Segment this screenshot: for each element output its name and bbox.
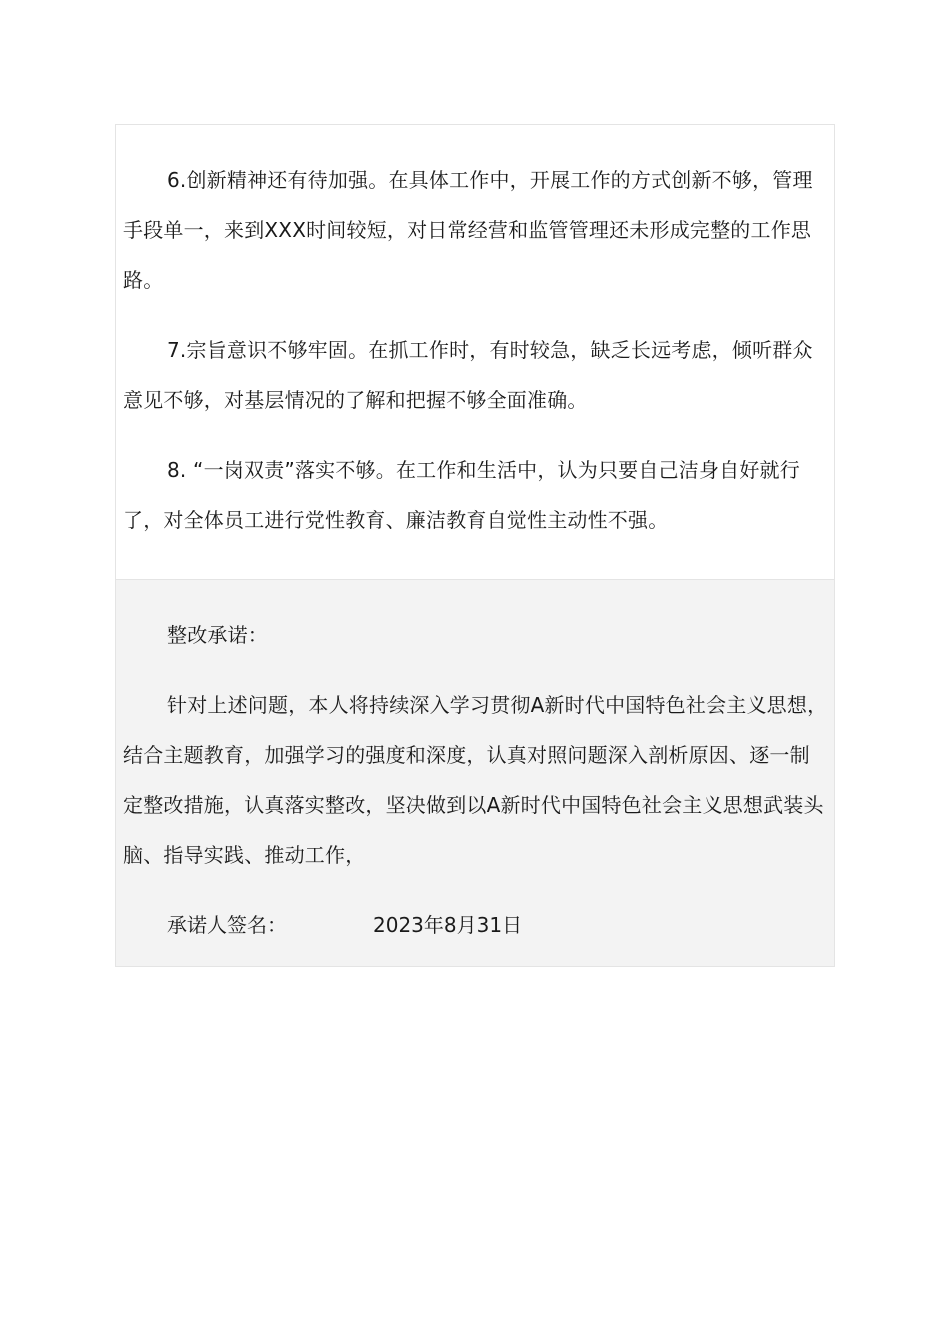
signature-line bbox=[123, 900, 828, 950]
issue-item-7: 7.宗旨意识不够牢固。在抓工作时，有时较急，缺乏长远考虑，倾听群众意见不够，对基层情况的了解和把握不够全面准确。 bbox=[123, 338, 813, 412]
issue-item-8: 8. “一岗双责”落实不够。在工作和生活中，认为只要自己洁身自好就行了，对全体员工进行党性教育、廉洁教育自觉性主动性不强。 bbox=[123, 458, 800, 532]
document-content-box bbox=[115, 124, 835, 967]
issues-section bbox=[116, 125, 834, 579]
signature-label: 承诺人签名： bbox=[167, 913, 287, 937]
signature-date: 2023年8月31日 bbox=[373, 913, 523, 937]
issue-item-6: 6.创新精神还有待加强。在具体工作中，开展工作的方式创新不够，管理手段单一，来到XXX时间较短，对日常经营和监管管理还未形成完整的工作思路。 bbox=[123, 168, 813, 292]
commitment-section bbox=[116, 579, 834, 966]
commitment-body: 针对上述问题，本人将持续深入学习贯彻A新时代中国特色社会主义思想，结合主题教育，加强学习的强度和深度，认真对照问题深入剖析原因、逐一制定整改措施，认真落实整改，坚决做到以A新时代中国特色社会主义思想武装头脑、指导实践、推动工作， bbox=[123, 693, 828, 867]
commitment-heading: 整改承诺： bbox=[167, 623, 268, 647]
